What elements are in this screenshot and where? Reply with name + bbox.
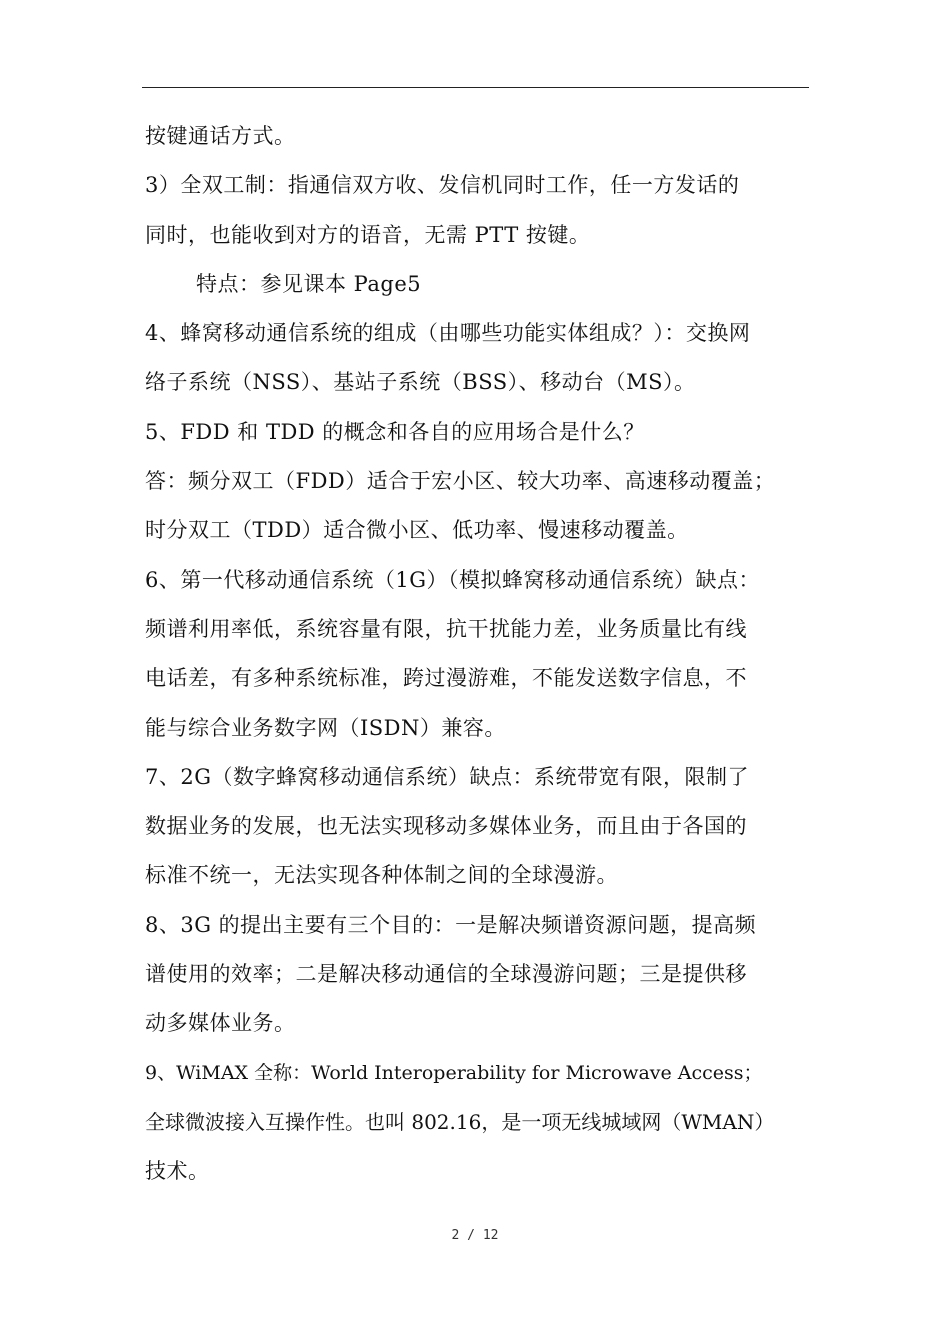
text-line: 6、第一代移动通信系统（1G）（模拟蜂窝移动通信系统）缺点： xyxy=(145,567,760,592)
text-line: 7、2G（数字蜂窝移动通信系统）缺点：系统带宽有限，限制了 xyxy=(145,764,749,789)
text-line: 4、蜂窝移动通信系统的组成（由哪些功能实体组成？）：交换网 xyxy=(145,321,751,346)
text-line: 频谱利用率低，系统容量有限，抗干扰能力差，业务质量比有线 xyxy=(145,616,747,641)
text-line: 电话差，有多种系统标准，跨过漫游难，不能发送数字信息，不 xyxy=(145,666,747,691)
document-body xyxy=(145,112,810,1197)
text-line: 能与综合业务数字网（ISDN）兼容。 xyxy=(145,715,506,740)
text-line: 技术。 xyxy=(145,1159,210,1184)
page-number: 2 / 12 xyxy=(451,1228,499,1243)
text-line: 时分双工（TDD）适合微小区、低功率、慢速移动覆盖。 xyxy=(145,518,689,543)
text-line: 3）全双工制：指通信双方收、发信机同时工作，任一方发话的 xyxy=(145,173,740,198)
text-line: 答：频分双工（FDD）适合于宏小区、较大功率、高速移动覆盖； xyxy=(145,469,776,494)
text-line: 9、WiMAX 全称：World Interoperability for Microwave Access； xyxy=(145,1061,763,1084)
header-rule xyxy=(142,87,809,88)
text-line: 谱使用的效率；二是解决移动通信的全球漫游问题；三是提供移 xyxy=(145,962,747,987)
text-line: 8、3G 的提出主要有三个目的：一是解决频谱资源问题，提高频 xyxy=(145,912,757,937)
text-line: 全球微波接入互操作性。也叫 802.16，是一项无线城域网（WMAN） xyxy=(145,1109,775,1134)
text-line: 络子系统（NSS）、基站子系统（BSS）、移动台（MS）。 xyxy=(145,370,696,395)
text-line: 标准不统一，无法实现各种体制之间的全球漫游。 xyxy=(145,863,618,888)
text-line: 动多媒体业务。 xyxy=(145,1011,296,1036)
text-line: 5、FDD 和 TDD 的概念和各自的应用场合是什么？ xyxy=(145,419,645,444)
text-line: 特点：参见课本 Page5 xyxy=(196,271,422,296)
text-line: 同时，也能收到对方的语音，无需 PTT 按键。 xyxy=(145,222,591,247)
text-line: 按键通话方式。 xyxy=(145,124,296,148)
text-line: 数据业务的发展，也无法实现移动多媒体业务，而且由于各国的 xyxy=(145,814,747,839)
